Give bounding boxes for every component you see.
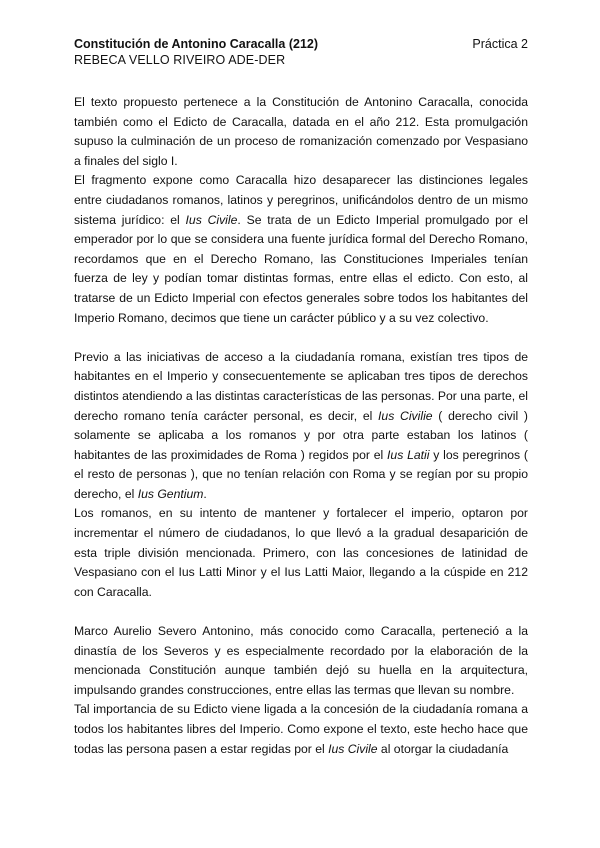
document-header — [74, 37, 528, 68]
document-title: Constitución de Antonino Caracalla (212) — [74, 37, 319, 51]
paragraph-4: Los romanos, en su intento de mantener y fortalecer el imperio, optaron por incrementar el número de ciudadanos, lo que llevó a la gradual desaparición de esta triple división mencionada. Primero, con las concesiones de latinidad de Vespasiano con el Ius Latti Minor y el Ius Latti Maior, llegando a la cúspide en 212 con Caracalla. — [74, 506, 528, 599]
paragraph-2: El fragmento expone como Caracalla hizo desaparecer las distinciones legales entre ciudadanos romanos, latinos y peregrinos, unificándolos dentro de un mismo sistema jurídico: el Ius Civile. Se trata de un Edicto Imperial promulgado por el emperador por lo que se considera una fuente jurídica formal del Derecho Romano, recordamos que en el Derecho Romano, las Constituciones Imperiales tenían fuerza de ley y podían tomar distintas formas, entre ellas el edicto. Con esto, al tratarse de un Edicto Imperial con efectos generales sobre todos los habitantes del Imperio Romano, decimos que tiene un carácter público y a su vez colectivo. — [74, 173, 528, 325]
italic-term: Ius Civile — [328, 741, 378, 756]
italic-term: Ius Gentium — [137, 486, 204, 501]
title-row — [74, 37, 528, 52]
document-body — [74, 93, 528, 759]
paragraph-6: Tal importancia de su Edicto viene ligada a la concesión de la ciudadanía romana a todos los habitantes libres del Imperio. Como expone el texto, este hecho hace que todas las persona pasen a estar regidas por el Ius Civile al otorgar la ciudadanía — [74, 702, 528, 756]
practice-label: Práctica 2 — [472, 37, 528, 51]
paragraph-3: Previo a las iniciativas de acceso a la ciudadanía romana, existían tres tipos de habitantes en el Imperio y consecuentemente se aplicaban tres tipos de derechos distintos atendiendo a las distintas características de las personas. Por una parte, el derecho romano tenía carácter personal, es decir, el Ius Civilie ( derecho civil ) solamente se aplicaba a los romanos y por otra parte estaban los latinos ( habitantes de las proximidades de Roma ) regidos por el Ius Latii y los peregrinos ( el resto de personas ), que no tenían relación con Roma y se regían por su propio derecho, el Ius Gentium. — [74, 349, 528, 501]
paragraph-1: El texto propuesto pertenece a la Constitución de Antonino Caracalla, conocida también como el Edicto de Caracalla, datada en el año 212. Esta promulgación supuso la culminación de un proceso de romanización comenzado por Vespasiano a finales del siglo I. — [74, 95, 528, 168]
author-name: REBECA VELLO RIVEIRO ADE-DER — [74, 53, 286, 67]
paragraph-5: Marco Aurelio Severo Antonino, más conocido como Caracalla, perteneció a la dinastía de los Severos y es especialmente recordado por la elaboración de la mencionada Constitución aunque también dejó su huella en la arquitectura, impulsando grandes construcciones, entre ellas las termas que llevan su nombre. — [74, 624, 528, 697]
italic-term: Ius Civilie — [378, 408, 433, 423]
italic-term: Ius Civile — [185, 212, 238, 227]
italic-term: Ius Latii — [387, 447, 430, 462]
